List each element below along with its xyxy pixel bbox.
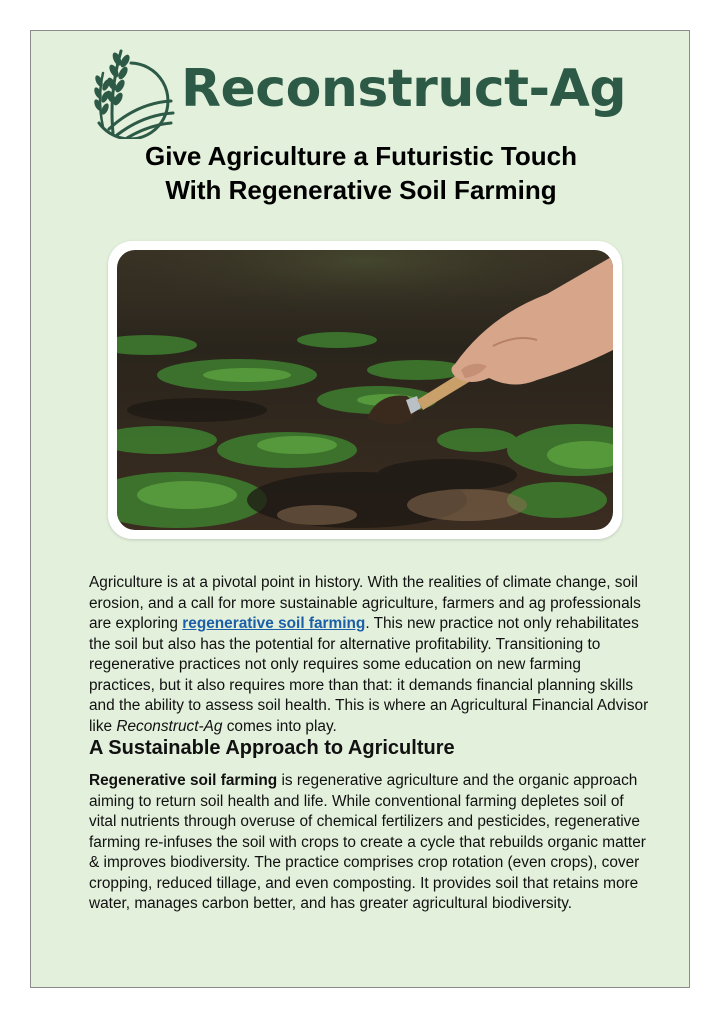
brand-name: Reconstruct-Ag xyxy=(181,59,627,119)
intro-text-1: Agriculture is at a pivotal point in history. With the realities of climate change, soil erosion, and a call for more sustainable agriculture, farmers and ag professionals are exploring xyxy=(89,574,641,632)
hero-image xyxy=(117,250,613,530)
page-title xyxy=(31,139,691,207)
intro-brand-italic: Reconstruct-Ag xyxy=(116,717,223,735)
brand-logo xyxy=(87,43,637,139)
document-page xyxy=(30,30,690,988)
page-title-line-1: Give Agriculture a Futuristic Touch xyxy=(145,141,577,171)
section-bold-lead: Regenerative soil farming xyxy=(89,772,278,789)
intro-text-3: comes into play. xyxy=(222,717,337,735)
intro-paragraph xyxy=(89,573,649,737)
regenerative-soil-farming-link[interactable]: regenerative soil farming xyxy=(182,615,366,632)
hero-image-frame xyxy=(108,241,622,539)
section-heading: A Sustainable Approach to Agriculture xyxy=(89,737,455,759)
wheat-field-logo-icon xyxy=(87,43,177,139)
hand-trowel-soil-seedlings-photo-icon xyxy=(117,250,613,530)
intro-text-2: . This new practice not only rehabilitates the soil but also has the potential for alternative profitability. Transitioning to regenerative practices not only requires some education on new farming practices, but it also requires more than that: it demands financial planning skills and the ability to assess soil health. This is where an Agricultural Financial Advisor like xyxy=(89,615,649,735)
section-text: is regenerative agriculture and the organic approach aiming to return soil health and life. While conventional farming depletes soil of vital nutrients through overuse of chemical fertilizers and pesticides, regenerative farming re-infuses the soil with crops to create a cycle that rebuilds organic matter & improves biodiversity. The practice comprises crop rotation (even crops), cover cropping, reduced tillage, and even composting. It provides soil that retains more water, manages carbon better, and has greater agricultural biodiversity. xyxy=(89,772,646,912)
page-title-line-2: With Regenerative Soil Farming xyxy=(165,175,557,205)
section-paragraph xyxy=(89,771,649,915)
